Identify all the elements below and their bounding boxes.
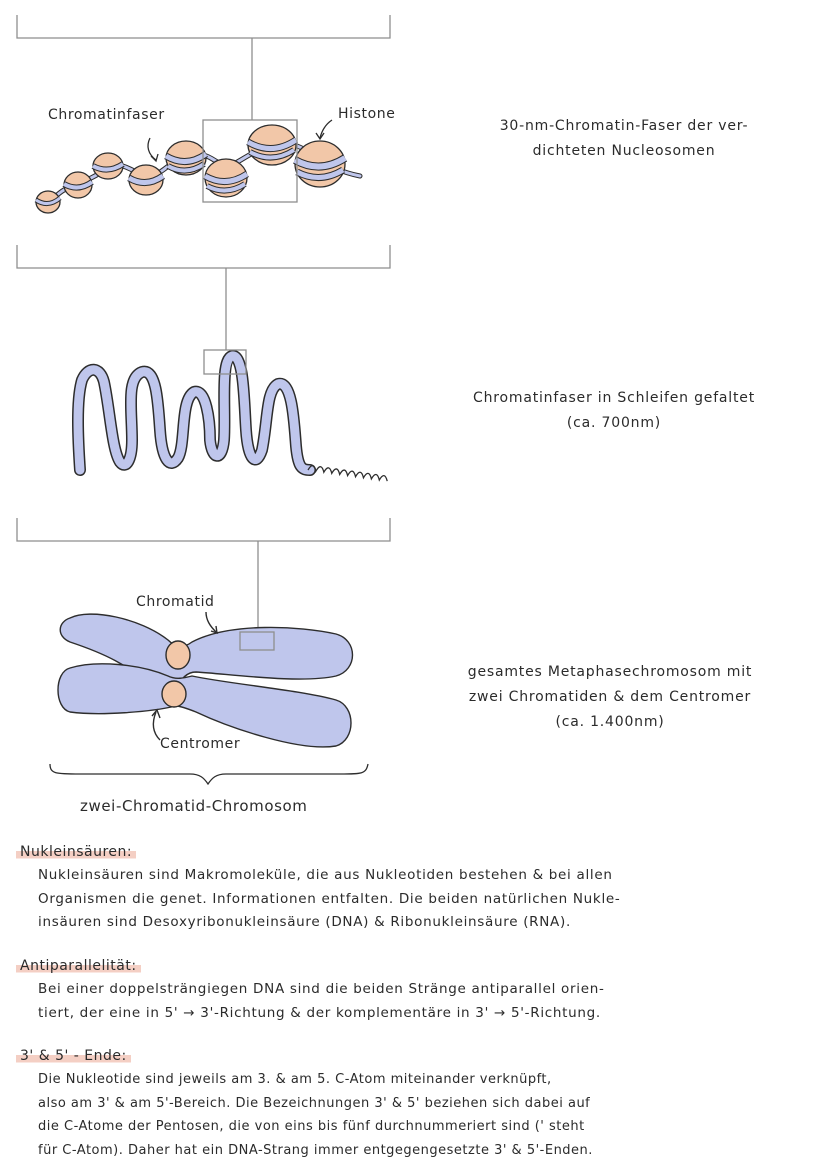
- note-text-nukleinsaeuren: Nukleinsäuren sind Makromoleküle, die aus Nukleotiden bestehen & bei allen Organismen die genet. Informationen entfalten. Die beiden natürlichen Nukle- insäuren sind Desoxyribonukleinsäure (DNA) & Ribonukleinsäure (RNA).: [38, 867, 621, 930]
- nucleosome: [295, 141, 345, 187]
- note-heading-3-5-ende: 3' & 5' - Ende:: [16, 1048, 131, 1064]
- chromatid-label: Chromatid: [136, 594, 215, 610]
- two-chromatid-caption: zwei-Chromatid-Chromosom: [80, 797, 308, 815]
- note-text-3-5-ende: Die Nukleotide sind jeweils am 3. & am 5. C-Atom miteinander verknüpft, also am 3' & am 5'-Bereich. Die Bezeichnungen 3' & 5' beziehen sich dabei auf die C-Atome der Pentosen, die von eins bis fünf durchnummeriert sind (' steht für C-Atom). Daher hat ein DNA-Strang immer entgegengesetzte 3' & 5'-Enden.: [38, 1072, 593, 1158]
- nucleosome: [129, 165, 163, 195]
- histone-label: Histone: [338, 106, 396, 122]
- nucleosome: [166, 141, 206, 175]
- chromatin-loops: [78, 350, 388, 481]
- nucleosome: [205, 159, 247, 197]
- level3-description: gesamtes Metaphasechromosom mit zwei Chromatiden & dem Centromer (ca. 1.400nm): [467, 664, 753, 730]
- chromatin-fiber-label: Chromatinfaser: [48, 107, 165, 123]
- nucleosome: [36, 191, 60, 213]
- metaphase-chromosome: [50, 612, 368, 784]
- level2-description: Chromatinfaser in Schleifen gefaltet (ca. 700nm): [473, 390, 755, 431]
- level1-bracket: [17, 15, 390, 120]
- note-heading-antiparallelitaet: Antiparallelität:: [16, 958, 141, 974]
- nucleosome: [248, 125, 296, 165]
- note-text-antiparallelitaet: Bei einer doppelsträngiegen DNA sind die beiden Stränge antiparallel orien- tiert, der eine in 5' → 3'-Richtung & der komplementäre in 3' → 5'-Richtung.: [38, 981, 605, 1021]
- level2-bracket: [17, 245, 390, 350]
- nucleosome: [93, 153, 123, 179]
- centromer-label: Centromer: [160, 736, 241, 752]
- level3-bracket: [17, 518, 390, 632]
- note-heading-nukleinsaeuren: Nukleinsäuren:: [16, 844, 136, 860]
- level1-description: 30-nm-Chromatin-Faser der ver- dichteten Nucleosomen: [499, 118, 749, 159]
- nucleosome: [64, 172, 92, 198]
- nucleosome-fiber: [36, 120, 360, 213]
